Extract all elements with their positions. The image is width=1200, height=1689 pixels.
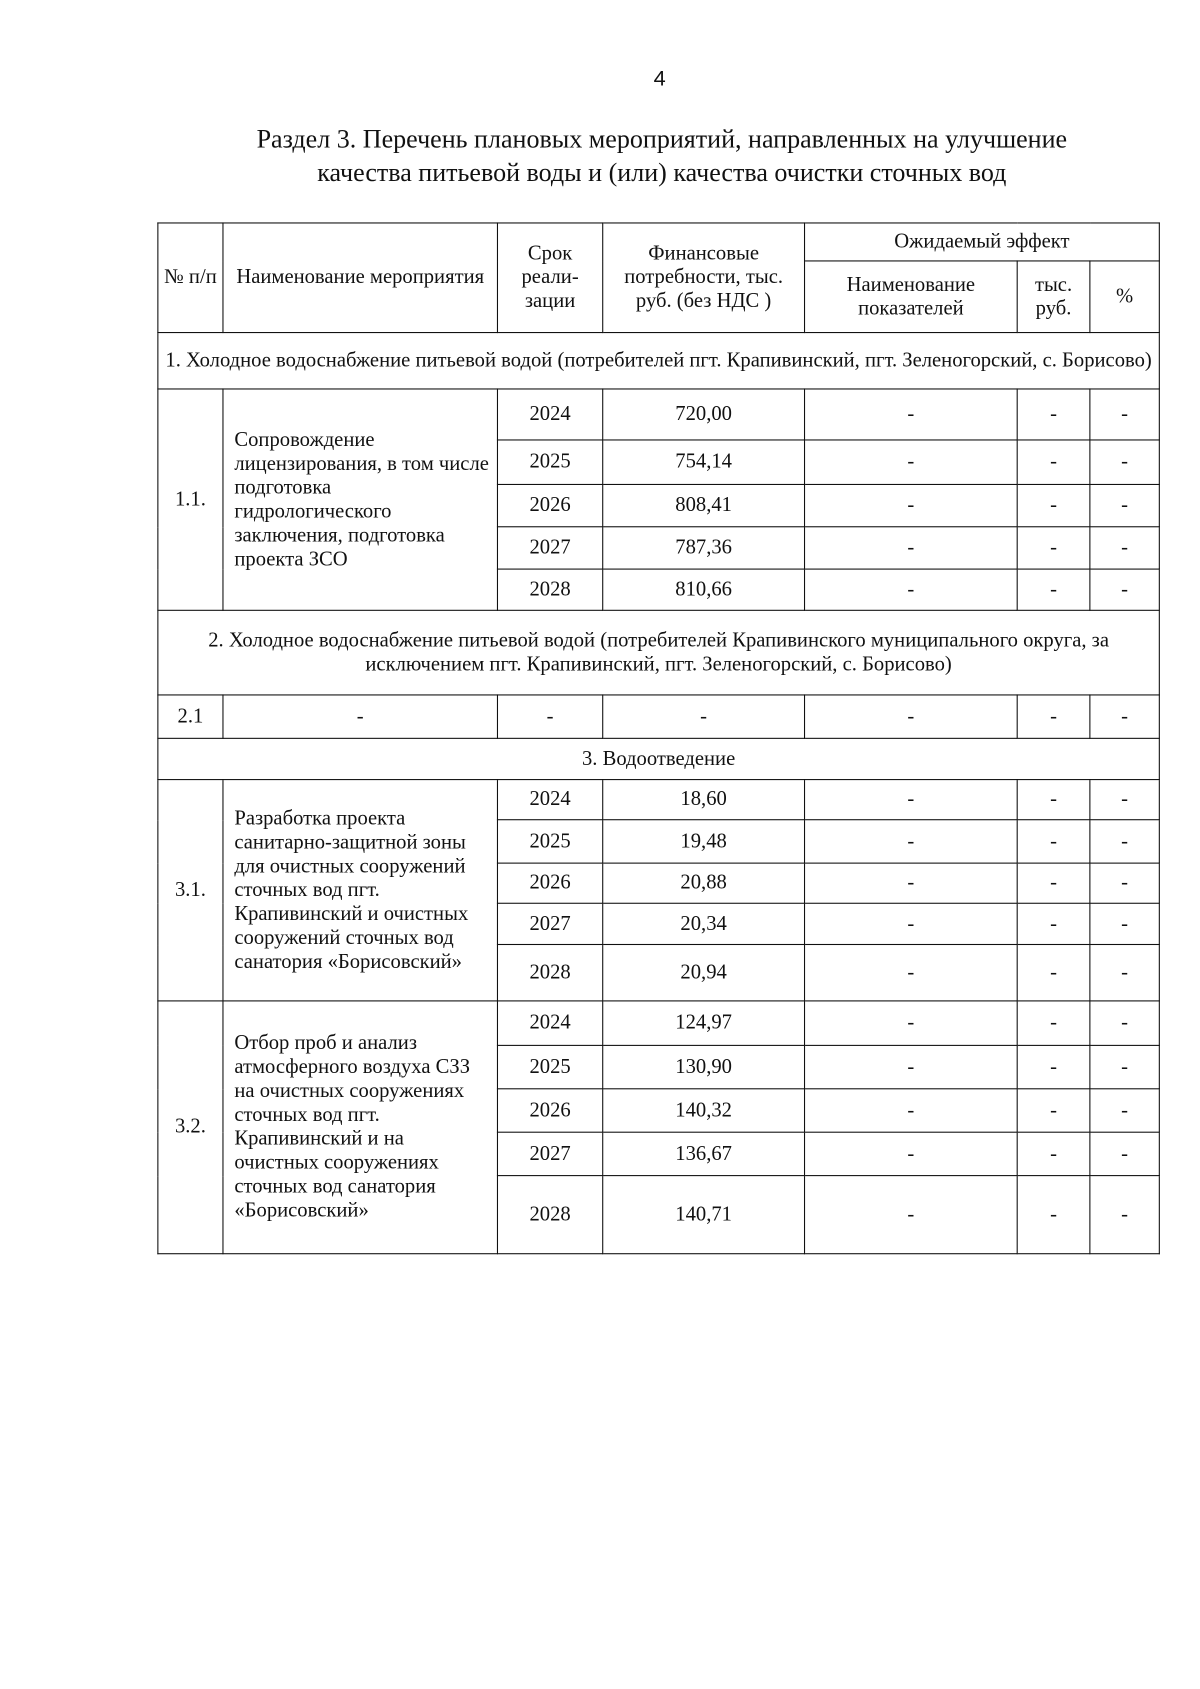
effect-percent-cell: - [1090, 1089, 1159, 1132]
finance-cell: 140,32 [603, 1089, 805, 1132]
finance-cell: 140,71 [603, 1176, 805, 1254]
effect-rub-cell: - [1017, 484, 1090, 526]
section-heading: 3. Водоотведение [158, 738, 1159, 779]
section-row [158, 610, 1159, 695]
section-title [163, 124, 1161, 191]
item-name: Разработка проекта санитарно-защитной зоны для очистных сооружений сточных вод пгт. Крапивинский и очистных сооружений сточных вод санатория «Борисовский» [223, 780, 498, 1001]
effect-percent-cell: - [1090, 389, 1159, 440]
header-rub: тыс. руб. [1017, 261, 1090, 333]
effect-percent-cell: - [1090, 1045, 1159, 1088]
indicator-cell: - [805, 695, 1018, 738]
effect-percent-cell: - [1090, 1132, 1159, 1175]
item-number: 1.1. [158, 389, 223, 610]
effect-percent-cell: - [1090, 527, 1159, 569]
indicator-cell: - [805, 903, 1018, 944]
effect-percent-cell: - [1090, 1176, 1159, 1254]
item-name: Сопровождение лицензирования, в том числе подготовка гидрологического заключения, подготовка проекта ЗСО [223, 389, 498, 610]
year-cell: 2027 [497, 903, 602, 944]
effect-percent-cell: - [1090, 569, 1159, 610]
header-percent: % [1090, 261, 1159, 333]
indicator-cell: - [805, 569, 1018, 610]
item-number: 3.2. [158, 1001, 223, 1254]
page-number: 4 [653, 67, 666, 92]
item-name: Отбор проб и анализ атмосферного воздуха СЗЗ на очистных сооружениях сточных вод пгт. Крапивинский и на очистных сооружениях сточных вод санатория «Борисовский» [223, 1001, 498, 1254]
indicator-cell: - [805, 820, 1018, 863]
year-cell: 2024 [497, 1001, 602, 1045]
effect-percent-cell: - [1090, 1001, 1159, 1045]
finance-cell: 130,90 [603, 1045, 805, 1088]
finance-cell: 20,94 [603, 944, 805, 1000]
year-cell: 2024 [497, 780, 602, 820]
effect-rub-cell: - [1017, 944, 1090, 1000]
effect-percent-cell: - [1090, 944, 1159, 1000]
indicator-cell: - [805, 863, 1018, 903]
header-effect: Ожидаемый эффект [805, 223, 1160, 261]
year-cell: 2027 [497, 527, 602, 569]
effect-rub-cell: - [1017, 527, 1090, 569]
year-cell: 2025 [497, 440, 602, 484]
table-row [158, 389, 1159, 440]
finance-cell: 124,97 [603, 1001, 805, 1045]
effect-rub-cell: - [1017, 820, 1090, 863]
finance-cell: 787,36 [603, 527, 805, 569]
effect-percent-cell: - [1090, 440, 1159, 484]
finance-cell: 18,60 [603, 780, 805, 820]
year-cell: 2026 [497, 863, 602, 903]
effect-rub-cell: - [1017, 1176, 1090, 1254]
effect-percent-cell: - [1090, 484, 1159, 526]
year-cell: 2025 [497, 820, 602, 863]
indicator-cell: - [805, 780, 1018, 820]
effect-rub-cell: - [1017, 440, 1090, 484]
header-name: Наименование мероприятия [223, 223, 498, 333]
indicator-cell: - [805, 1176, 1018, 1254]
effect-rub-cell: - [1017, 1089, 1090, 1132]
effect-rub-cell: - [1017, 695, 1090, 738]
finance-cell: 754,14 [603, 440, 805, 484]
year-cell: 2028 [497, 1176, 602, 1254]
year-cell: 2027 [497, 1132, 602, 1175]
effect-percent-cell: - [1090, 903, 1159, 944]
effect-rub-cell: - [1017, 569, 1090, 610]
effect-percent-cell: - [1090, 820, 1159, 863]
header-num: № п/п [158, 223, 223, 333]
year-cell: 2026 [497, 1089, 602, 1132]
finance-cell: 808,41 [603, 484, 805, 526]
year-cell: 2024 [497, 389, 602, 440]
effect-rub-cell: - [1017, 1045, 1090, 1088]
finance-cell: 19,48 [603, 820, 805, 863]
header-indicator: Наименование показателей [805, 261, 1018, 333]
finance-cell: 20,34 [603, 903, 805, 944]
table-row [158, 695, 1159, 738]
header-term: Срок реали-зации [497, 223, 602, 333]
indicator-cell: - [805, 1089, 1018, 1132]
title-line: качества питьевой воды и (или) качества очистки сточных вод [317, 159, 1007, 188]
effect-rub-cell: - [1017, 1132, 1090, 1175]
finance-cell: 810,66 [603, 569, 805, 610]
header-finance: Финансовые потребности, тыс. руб. (без НДС ) [603, 223, 805, 333]
indicator-cell: - [805, 389, 1018, 440]
table-row [158, 1001, 1159, 1045]
effect-rub-cell: - [1017, 389, 1090, 440]
finance-cell: - [603, 695, 805, 738]
finance-cell: 720,00 [603, 389, 805, 440]
effect-rub-cell: - [1017, 863, 1090, 903]
item-name: - [223, 695, 498, 738]
indicator-cell: - [805, 440, 1018, 484]
effect-percent-cell: - [1090, 863, 1159, 903]
indicator-cell: - [805, 944, 1018, 1000]
indicator-cell: - [805, 1001, 1018, 1045]
effect-percent-cell: - [1090, 780, 1159, 820]
year-cell: 2026 [497, 484, 602, 526]
section-row [158, 738, 1159, 779]
year-cell: - [497, 695, 602, 738]
section-heading: 1. Холодное водоснабжение питьевой водой (потребителей пгт. Крапивинский, пгт. Зеленогорский, с. Борисово) [158, 333, 1159, 389]
year-cell: 2028 [497, 569, 602, 610]
effect-rub-cell: - [1017, 1001, 1090, 1045]
indicator-cell: - [805, 1045, 1018, 1088]
effect-rub-cell: - [1017, 780, 1090, 820]
item-number: 3.1. [158, 780, 223, 1001]
section-heading: 2. Холодное водоснабжение питьевой водой (потребителей Крапивинского муниципального округа, за исключением пгт. Крапивинский, пгт. Зеленогорский, с. Борисово) [158, 610, 1159, 695]
effect-rub-cell: - [1017, 903, 1090, 944]
title-line: Раздел 3. Перечень плановых мероприятий, направленных на улучшение [256, 125, 1068, 155]
measures-table [157, 222, 1160, 1254]
indicator-cell: - [805, 527, 1018, 569]
indicator-cell: - [805, 484, 1018, 526]
indicator-cell: - [805, 1132, 1018, 1175]
finance-cell: 136,67 [603, 1132, 805, 1175]
section-row [158, 333, 1159, 389]
item-number: 2.1 [158, 695, 223, 738]
table-row [158, 780, 1159, 820]
finance-cell: 20,88 [603, 863, 805, 903]
year-cell: 2025 [497, 1045, 602, 1088]
year-cell: 2028 [497, 944, 602, 1000]
effect-percent-cell: - [1090, 695, 1159, 738]
